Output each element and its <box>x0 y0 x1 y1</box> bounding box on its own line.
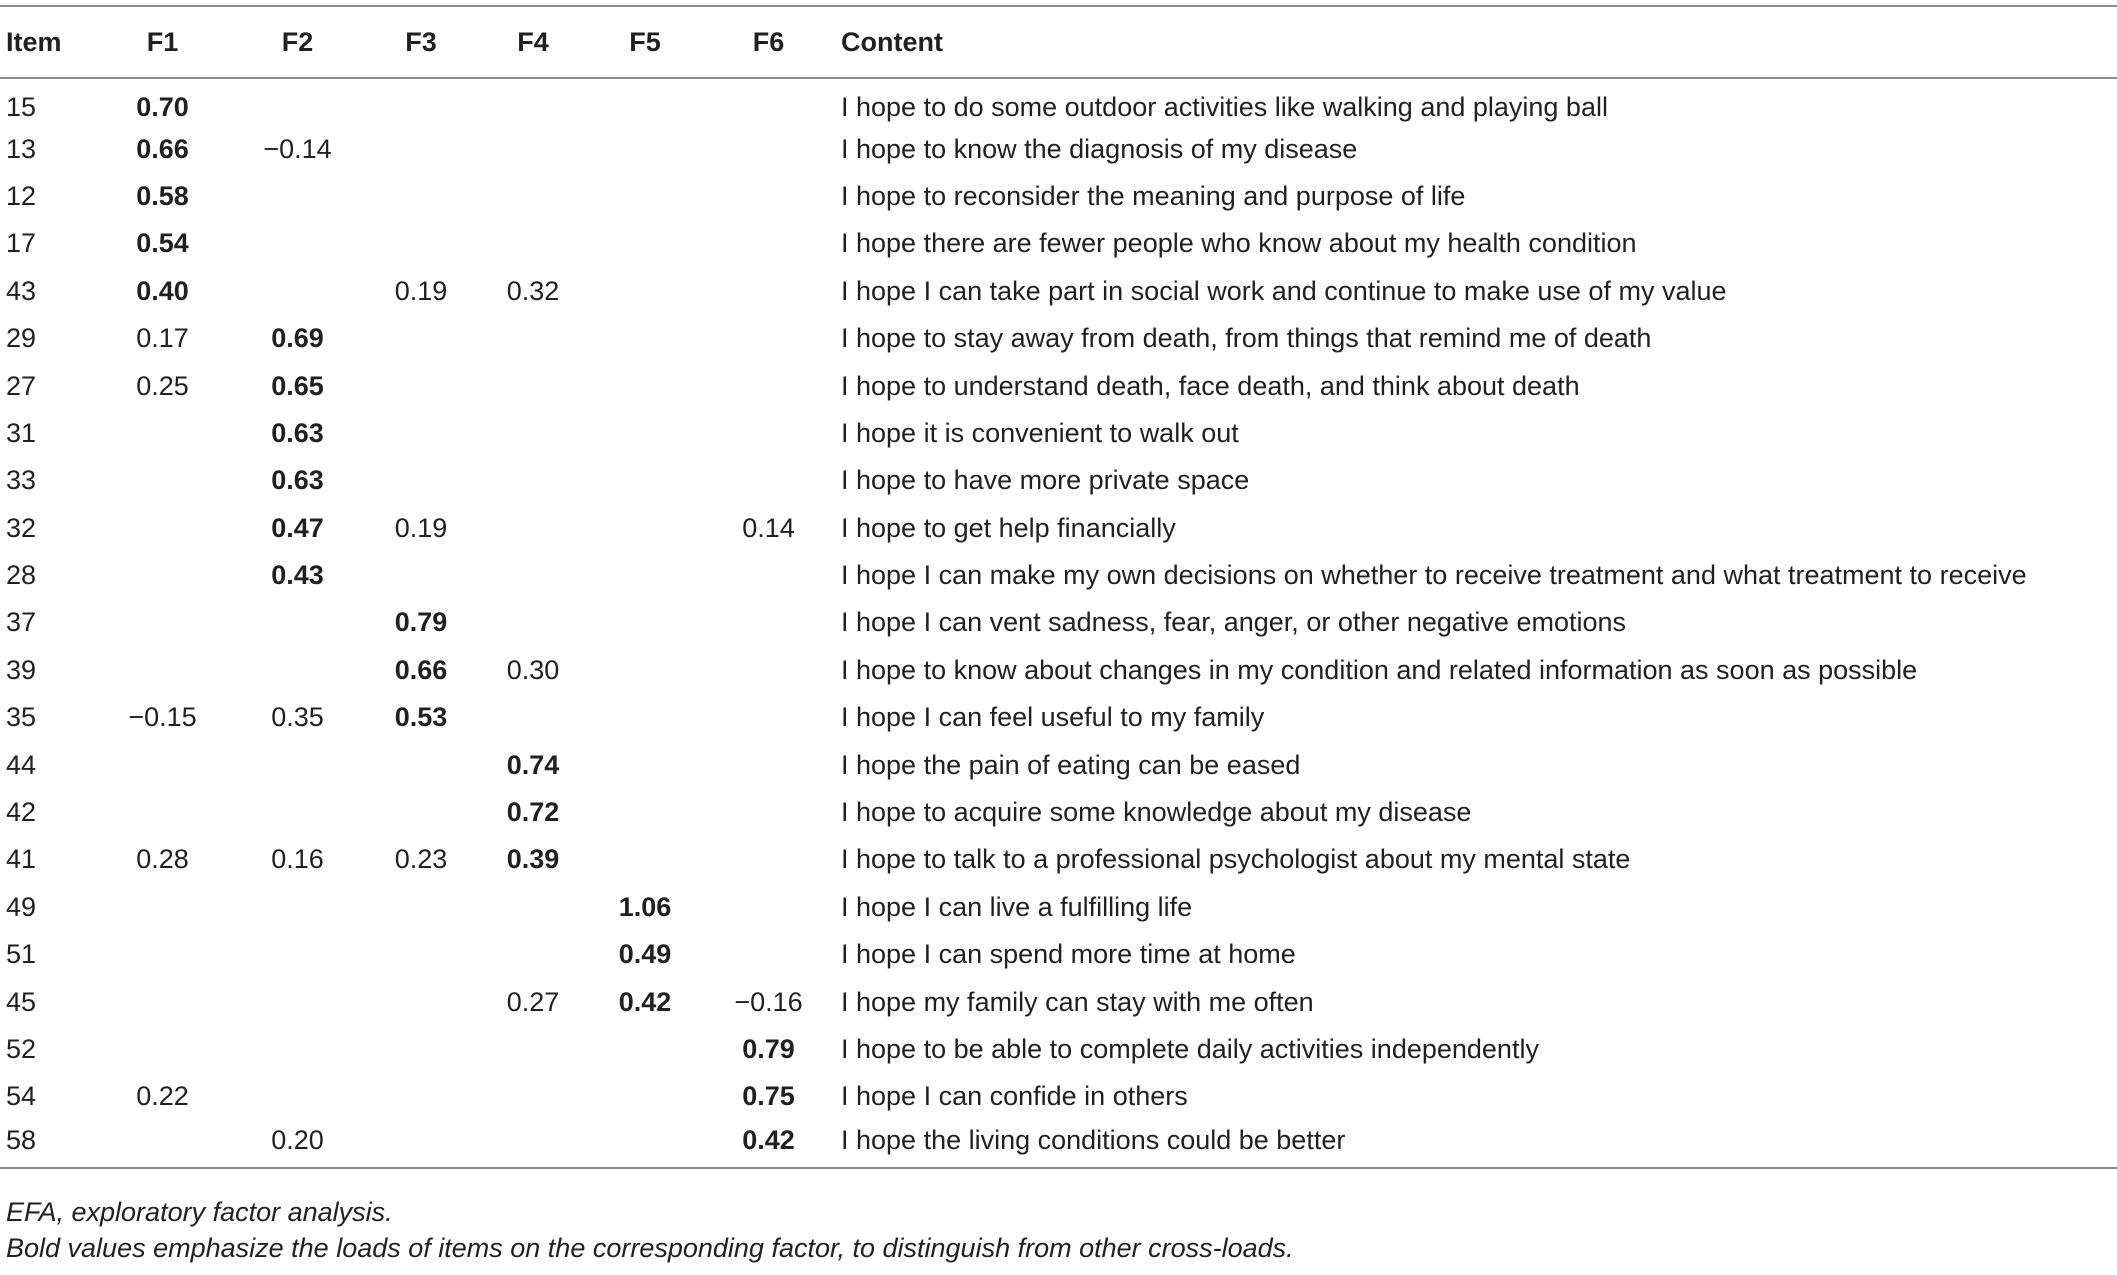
cell-f4 <box>472 173 594 220</box>
cell-content: I hope I can take part in social work and continue to make use of my value <box>841 275 1727 306</box>
cell-f2 <box>225 884 370 931</box>
cell-f6: −0.16 <box>734 986 803 1017</box>
cell-item: 54 <box>6 1081 37 1112</box>
cell-f1 <box>100 1026 225 1073</box>
cell-f3: 0.53 <box>394 702 448 733</box>
cell-f2: 0.63 <box>271 417 324 448</box>
cell-f4 <box>472 1026 594 1073</box>
cell-f4 <box>472 505 594 552</box>
cell-content: I hope I can live a fulfilling life <box>841 891 1193 922</box>
cell-f5 <box>594 78 696 125</box>
cell-f5 <box>594 362 696 409</box>
cell-f2 <box>225 220 370 267</box>
table-row <box>0 78 2117 125</box>
cell-f3: 0.66 <box>394 654 448 685</box>
cell-f1: 0.40 <box>136 275 189 306</box>
cell-item: 13 <box>6 133 37 164</box>
cell-f5 <box>594 1073 696 1120</box>
cell-f5 <box>594 1026 696 1073</box>
cell-f3 <box>370 1121 472 1168</box>
cell-f5 <box>594 268 696 315</box>
cell-f1 <box>100 552 225 599</box>
cell-item: 49 <box>6 891 37 922</box>
table-row <box>0 694 2117 741</box>
header-f3: F3 <box>405 26 437 57</box>
cell-f6: 0.79 <box>742 1034 795 1064</box>
cell-f3 <box>370 931 472 978</box>
cell-f1: 0.58 <box>136 180 189 211</box>
cell-f1: 0.25 <box>136 370 189 401</box>
cell-content: I hope I can confide in others <box>841 1081 1188 1112</box>
table-row <box>0 362 2117 409</box>
cell-f5 <box>594 457 696 504</box>
cell-f3 <box>370 1026 472 1073</box>
cell-f3 <box>370 410 472 457</box>
table-footnotes <box>6 1194 1294 1266</box>
cell-f3: 0.23 <box>394 844 448 875</box>
footnote-bold-note: Bold values emphasize the loads of items on the corresponding factor, to distinguish from other cross-loads. <box>6 1233 1294 1263</box>
cell-f6 <box>696 836 841 883</box>
cell-f6 <box>696 173 841 220</box>
table-row <box>0 836 2117 883</box>
cell-f6 <box>696 362 841 409</box>
cell-f1 <box>100 931 225 978</box>
header-item: Item <box>6 26 62 57</box>
header-f5: F5 <box>629 26 661 57</box>
cell-content: I hope it is convenient to walk out <box>841 417 1239 448</box>
cell-f6 <box>696 410 841 457</box>
cell-item: 29 <box>6 323 37 354</box>
cell-f5 <box>594 694 696 741</box>
cell-item: 42 <box>6 797 37 828</box>
cell-f1: 0.22 <box>136 1081 189 1112</box>
cell-f6 <box>696 741 841 788</box>
cell-f6 <box>696 694 841 741</box>
cell-f5 <box>594 599 696 646</box>
cell-content: I hope to be able to complete daily activities independently <box>841 1034 1539 1064</box>
cell-f3 <box>370 884 472 931</box>
cell-f4: 0.74 <box>506 749 560 780</box>
cell-f5 <box>594 220 696 267</box>
table-row <box>0 173 2117 220</box>
cell-f2 <box>225 741 370 788</box>
cell-content: I hope I can feel useful to my family <box>841 702 1265 733</box>
cell-f1 <box>100 647 225 694</box>
cell-f4 <box>472 884 594 931</box>
cell-f1: 0.54 <box>136 228 189 259</box>
cell-f1 <box>100 457 225 504</box>
header-row <box>0 6 2117 78</box>
cell-f6 <box>696 125 841 172</box>
cell-f2: 0.65 <box>271 370 324 401</box>
cell-f1 <box>100 410 225 457</box>
footnote-abbreviation: EFA, exploratory factor analysis. <box>6 1197 393 1227</box>
cell-item: 12 <box>6 180 37 211</box>
cell-f4 <box>472 457 594 504</box>
table-row <box>0 1121 2117 1168</box>
cell-f2: 0.35 <box>271 702 324 733</box>
cell-content: I hope the pain of eating can be eased <box>841 749 1301 780</box>
table-row <box>0 978 2117 1025</box>
cell-f6 <box>696 647 841 694</box>
cell-f6 <box>696 789 841 836</box>
cell-f2 <box>225 647 370 694</box>
cell-content: I hope I can make my own decisions on whether to receive treatment and what treatment to receive <box>841 560 2027 591</box>
cell-f2 <box>225 268 370 315</box>
table-row <box>0 125 2117 172</box>
cell-content: I hope to know about changes in my condition and related information as soon as possible <box>841 654 1918 685</box>
cell-item: 41 <box>6 844 37 875</box>
cell-f5 <box>594 1121 696 1168</box>
cell-item: 52 <box>6 1034 37 1064</box>
cell-f6 <box>696 268 841 315</box>
cell-f2: 0.63 <box>271 465 324 496</box>
table-row <box>0 220 2117 267</box>
table-row <box>0 505 2117 552</box>
cell-f2: 0.20 <box>271 1125 324 1156</box>
cell-f3: 0.19 <box>394 275 448 306</box>
table-row <box>0 647 2117 694</box>
cell-f4 <box>472 694 594 741</box>
cell-content: I hope to stay away from death, from things that remind me of death <box>841 323 1652 354</box>
cell-f2: 0.43 <box>271 560 324 591</box>
cell-f5 <box>594 173 696 220</box>
table-row <box>0 599 2117 646</box>
cell-f6: 0.75 <box>742 1081 795 1112</box>
cell-f1: 0.70 <box>136 91 189 122</box>
cell-item: 17 <box>6 228 37 259</box>
cell-content: I hope to get help financially <box>841 512 1176 543</box>
cell-f6: 0.42 <box>742 1125 795 1156</box>
cell-f5 <box>594 505 696 552</box>
cell-f3 <box>370 789 472 836</box>
cell-item: 31 <box>6 417 37 448</box>
cell-content: I hope there are fewer people who know about my health condition <box>841 228 1637 259</box>
cell-f3 <box>370 173 472 220</box>
cell-item: 15 <box>6 91 37 122</box>
cell-f4: 0.32 <box>506 275 560 306</box>
cell-item: 43 <box>6 275 37 306</box>
cell-f1 <box>100 1121 225 1168</box>
cell-content: I hope to have more private space <box>841 465 1250 496</box>
cell-f2: 0.47 <box>271 512 324 543</box>
cell-content: I hope the living conditions could be better <box>841 1125 1346 1156</box>
cell-f3 <box>370 220 472 267</box>
cell-item: 51 <box>6 939 37 970</box>
cell-f1: −0.15 <box>128 702 197 733</box>
cell-f6 <box>696 315 841 362</box>
cell-f2 <box>225 789 370 836</box>
cell-f5: 0.49 <box>618 939 672 970</box>
cell-content: I hope to do some outdoor activities like walking and playing ball <box>841 91 1608 122</box>
cell-f1 <box>100 741 225 788</box>
cell-f4 <box>472 1121 594 1168</box>
header-f6: F6 <box>752 26 785 57</box>
cell-f2 <box>225 173 370 220</box>
cell-f5 <box>594 789 696 836</box>
cell-f3 <box>370 741 472 788</box>
cell-content: I hope my family can stay with me often <box>841 986 1314 1017</box>
cell-f1: 0.17 <box>136 323 189 354</box>
cell-item: 32 <box>6 512 37 543</box>
cell-item: 58 <box>6 1125 37 1156</box>
cell-f1: 0.66 <box>136 133 189 164</box>
cell-f3 <box>370 125 472 172</box>
header-content: Content <box>841 26 943 57</box>
table-row <box>0 931 2117 978</box>
cell-f4: 0.72 <box>506 797 560 828</box>
cell-f2 <box>225 931 370 978</box>
cell-item: 45 <box>6 986 37 1017</box>
table-row <box>0 552 2117 599</box>
cell-f2: 0.16 <box>271 844 324 875</box>
cell-f4 <box>472 125 594 172</box>
header-f4: F4 <box>517 26 549 57</box>
cell-f1 <box>100 789 225 836</box>
cell-item: 44 <box>6 749 37 780</box>
table-row <box>0 1073 2117 1120</box>
table-header <box>0 6 2117 78</box>
cell-f1 <box>100 505 225 552</box>
cell-f5 <box>594 315 696 362</box>
cell-f5: 1.06 <box>618 891 672 922</box>
cell-f2 <box>225 978 370 1025</box>
cell-item: 28 <box>6 560 37 591</box>
table-row <box>0 789 2117 836</box>
cell-f2: 0.69 <box>271 323 324 354</box>
cell-f1 <box>100 599 225 646</box>
cell-item: 39 <box>6 654 37 685</box>
cell-f3 <box>370 1073 472 1120</box>
cell-f6 <box>696 78 841 125</box>
cell-item: 37 <box>6 607 37 638</box>
table-row <box>0 741 2117 788</box>
cell-f4: 0.39 <box>506 844 560 875</box>
cell-item: 35 <box>6 702 37 733</box>
cell-content: I hope to talk to a professional psychologist about my mental state <box>841 844 1631 875</box>
cell-f4 <box>472 410 594 457</box>
table-body <box>0 78 2117 1168</box>
cell-f2: −0.14 <box>263 133 332 164</box>
cell-f6: 0.14 <box>742 512 795 543</box>
cell-f4 <box>472 599 594 646</box>
cell-content: I hope to understand death, face death, and think about death <box>841 370 1580 401</box>
cell-content: I hope to know the diagnosis of my disease <box>841 133 1358 164</box>
cell-f5 <box>594 836 696 883</box>
cell-f5 <box>594 410 696 457</box>
cell-f4 <box>472 315 594 362</box>
cell-f4 <box>472 220 594 267</box>
cell-f1 <box>100 978 225 1025</box>
cell-f6 <box>696 884 841 931</box>
cell-f3 <box>370 457 472 504</box>
table-row <box>0 457 2117 504</box>
cell-f4 <box>472 931 594 978</box>
table-row <box>0 410 2117 457</box>
cell-f2 <box>225 1026 370 1073</box>
efa-loadings-table <box>0 5 2117 1169</box>
cell-f5 <box>594 741 696 788</box>
cell-f3 <box>370 315 472 362</box>
cell-f2 <box>225 78 370 125</box>
table-row <box>0 884 2117 931</box>
cell-f2 <box>225 599 370 646</box>
table-row <box>0 1026 2117 1073</box>
table-row <box>0 268 2117 315</box>
cell-f6 <box>696 931 841 978</box>
cell-content: I hope to acquire some knowledge about my disease <box>841 797 1472 828</box>
cell-f6 <box>696 457 841 504</box>
cell-f3 <box>370 978 472 1025</box>
cell-f3: 0.79 <box>394 607 448 638</box>
cell-f3: 0.19 <box>394 512 448 543</box>
cell-f5 <box>594 552 696 599</box>
cell-f4 <box>472 552 594 599</box>
cell-f4 <box>472 362 594 409</box>
cell-item: 27 <box>6 370 37 401</box>
cell-content: I hope to reconsider the meaning and purpose of life <box>841 180 1466 211</box>
header-f2: F2 <box>281 26 314 57</box>
cell-f4: 0.30 <box>506 654 560 685</box>
cell-f1 <box>100 884 225 931</box>
cell-f3 <box>370 552 472 599</box>
cell-f6 <box>696 552 841 599</box>
cell-f4 <box>472 78 594 125</box>
cell-content: I hope I can spend more time at home <box>841 939 1296 970</box>
cell-f6 <box>696 220 841 267</box>
cell-f5 <box>594 125 696 172</box>
table-row <box>0 315 2117 362</box>
cell-f2 <box>225 1073 370 1120</box>
cell-f3 <box>370 78 472 125</box>
cell-f6 <box>696 599 841 646</box>
cell-content: I hope I can vent sadness, fear, anger, or other negative emotions <box>841 607 1627 638</box>
cell-f5: 0.42 <box>618 986 672 1017</box>
cell-f1: 0.28 <box>136 844 189 875</box>
cell-f3 <box>370 362 472 409</box>
header-f1: F1 <box>146 26 179 57</box>
cell-f5 <box>594 647 696 694</box>
cell-f4 <box>472 1073 594 1120</box>
cell-f4: 0.27 <box>506 986 560 1017</box>
cell-item: 33 <box>6 465 37 496</box>
